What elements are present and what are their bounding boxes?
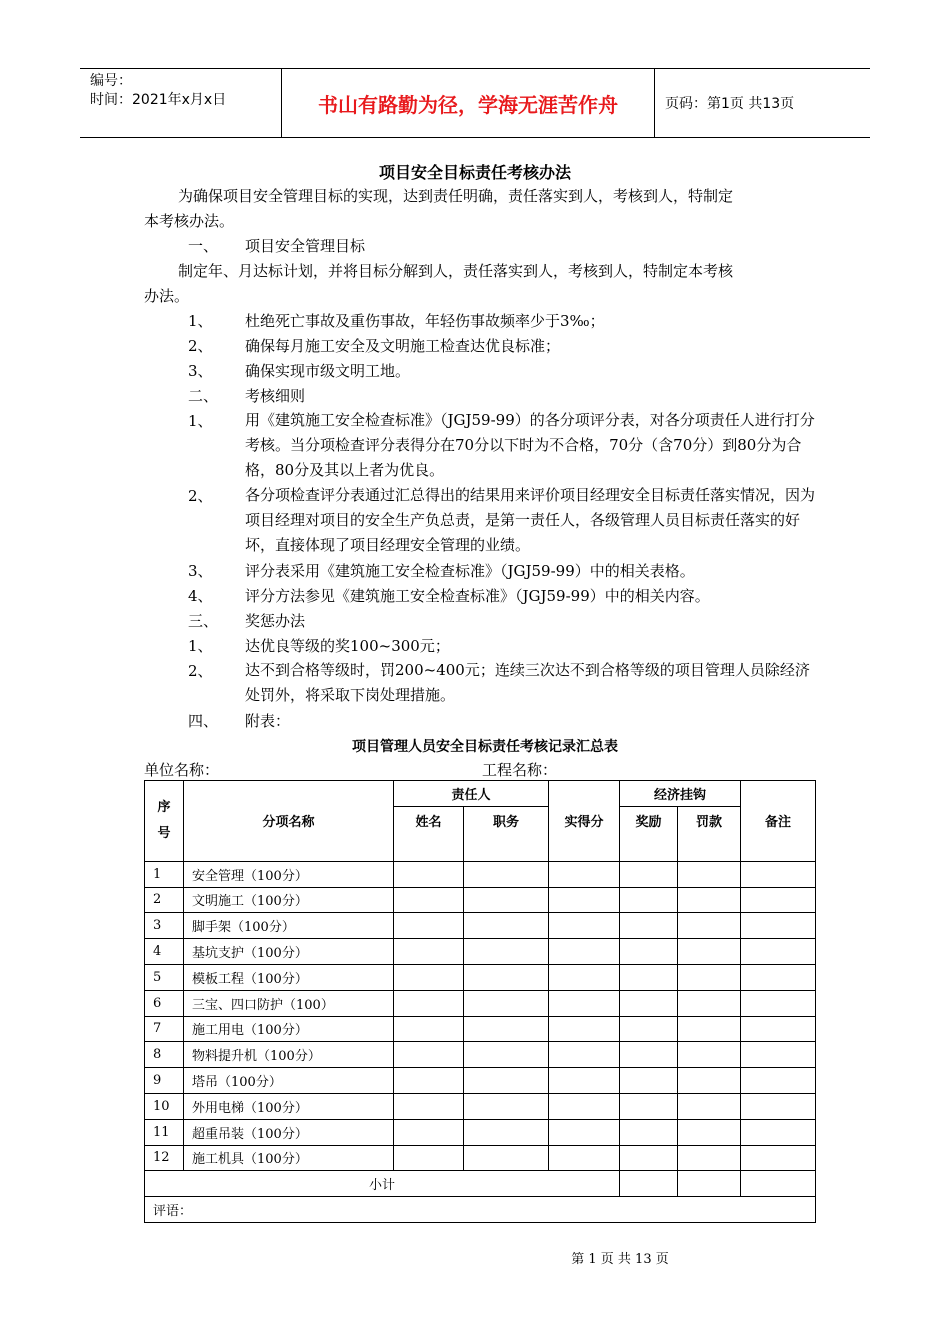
table-row	[145, 1042, 816, 1068]
table-cell	[464, 964, 549, 990]
row-number: 4	[145, 939, 184, 965]
table-cell	[620, 861, 678, 887]
list-number: 2、	[188, 337, 213, 355]
section-number: 三、	[188, 612, 219, 630]
list-item: 确保每月施工安全及文明施工检查达优良标准；	[245, 337, 561, 355]
row-item-name: 施工机具（100分）	[184, 1145, 394, 1171]
table-cell	[549, 1093, 620, 1119]
list-item: 评分方法参见《建筑施工安全检查标准》（JGJ59-99）中的相关内容。	[245, 587, 710, 605]
list-item: 确保实现市级文明工地。	[245, 362, 411, 380]
row-number: 8	[145, 1042, 184, 1068]
table-cell	[464, 1093, 549, 1119]
list-number: 4、	[188, 587, 213, 605]
row-item-name: 脚手架（100分）	[184, 913, 394, 939]
list-number: 3、	[188, 362, 213, 380]
list-number: 1、	[188, 412, 213, 430]
table-cell	[394, 1016, 464, 1042]
table-cell	[678, 939, 741, 965]
list-item: 达不到合格等级时，罚200~400元；连续三次达不到合格等级的项目管理人员除经济处罚外，将采取下岗处理措施。	[245, 661, 810, 704]
section-number: 四、	[188, 712, 219, 730]
table-cell	[620, 887, 678, 913]
table-cell	[678, 1016, 741, 1042]
table-cell	[741, 861, 816, 887]
table-cell	[741, 1068, 816, 1094]
table-cell	[464, 1068, 549, 1094]
table-cell	[741, 939, 816, 965]
table-cell	[464, 939, 549, 965]
table-cell	[678, 964, 741, 990]
header-meta	[90, 72, 226, 110]
row-item-name: 物料提升机（100分）	[184, 1042, 394, 1068]
table-cell	[394, 1119, 464, 1145]
section-title: 奖惩办法	[245, 612, 306, 630]
table-row	[145, 939, 816, 965]
list-item: 用《建筑施工安全检查标准》（JGJ59-99）的各分项评分表，对各分项责任人进行打分考核。当分项检查评分表得分在70分以下时为不合格，70分（含70分）到80分为合格，80分及其以上者为优良。	[245, 411, 815, 479]
table-cell	[678, 1042, 741, 1068]
table-cell	[678, 1068, 741, 1094]
table-cell	[741, 1042, 816, 1068]
table-cell	[549, 913, 620, 939]
intro-line: 为确保项目安全管理目标的实现，达到责任明确，责任落实到人，考核到人，特制定	[178, 187, 734, 205]
list-item: 评分表采用《建筑施工安全检查标准》（JGJ59-99）中的相关表格。	[245, 562, 695, 580]
subtotal-label: 小计	[145, 1171, 620, 1197]
table-cell	[464, 1119, 549, 1145]
row-item-name: 外用电梯（100分）	[184, 1093, 394, 1119]
table-cell	[678, 1171, 741, 1197]
table-row	[145, 1119, 816, 1145]
page-footer: 第 1 页 共 13 页	[571, 1252, 669, 1267]
table-cell	[678, 887, 741, 913]
header-remark: 备注	[741, 781, 816, 862]
row-item-name: 塔吊（100分）	[184, 1068, 394, 1094]
table-cell	[678, 1093, 741, 1119]
table-cell	[394, 1145, 464, 1171]
table-cell	[741, 1093, 816, 1119]
header-score: 实得分	[549, 781, 620, 862]
table-cell	[620, 1145, 678, 1171]
row-number: 10	[145, 1093, 184, 1119]
header-economic: 经济挂钩	[620, 781, 741, 807]
table-cell	[549, 1119, 620, 1145]
table-row	[145, 1093, 816, 1119]
table-row	[145, 964, 816, 990]
section-title: 考核细则	[245, 387, 306, 405]
table-row	[145, 913, 816, 939]
table-cell	[620, 964, 678, 990]
table-cell	[678, 1145, 741, 1171]
table-row	[145, 1145, 816, 1171]
table-cell	[620, 1171, 678, 1197]
table-cell	[678, 990, 741, 1016]
table-cell	[394, 913, 464, 939]
header-seq	[145, 781, 184, 862]
table-cell	[620, 1093, 678, 1119]
list-item: 杜绝死亡事故及重伤事故，年轻伤事故频率少于3‰；	[245, 312, 605, 330]
unit-name-label: 单位名称：	[144, 761, 220, 779]
table-cell	[464, 887, 549, 913]
table-cell	[394, 1068, 464, 1094]
table-title: 项目管理人员安全目标责任考核记录汇总表	[352, 739, 618, 755]
table-cell	[741, 1171, 816, 1197]
table-cell	[394, 1093, 464, 1119]
section-title: 项目安全管理目标	[245, 237, 366, 255]
table-cell	[464, 990, 549, 1016]
table-cell	[620, 913, 678, 939]
header-penalty: 罚款	[678, 806, 741, 861]
table-cell	[394, 939, 464, 965]
assessment-table	[144, 780, 816, 1223]
intro-line: 本考核办法。	[144, 212, 235, 230]
table-cell	[549, 1145, 620, 1171]
table-cell	[549, 861, 620, 887]
table-cell	[678, 913, 741, 939]
table-cell	[741, 913, 816, 939]
table-cell	[464, 1042, 549, 1068]
table-cell	[741, 1016, 816, 1042]
section-number: 二、	[188, 387, 219, 405]
row-number: 11	[145, 1119, 184, 1145]
table-cell	[394, 887, 464, 913]
table-cell	[620, 1016, 678, 1042]
table-cell	[549, 1042, 620, 1068]
row-item-name: 施工用电（100分）	[184, 1016, 394, 1042]
row-number: 5	[145, 964, 184, 990]
table-cell	[620, 1119, 678, 1145]
table-cell	[620, 990, 678, 1016]
table-cell	[678, 1119, 741, 1145]
table-cell	[741, 990, 816, 1016]
row-item-name: 超重吊装（100分）	[184, 1119, 394, 1145]
table-cell	[464, 1016, 549, 1042]
row-item-name: 三宝、四口防护（100）	[184, 990, 394, 1016]
table-cell	[620, 939, 678, 965]
section-paragraph: 办法。	[144, 287, 190, 305]
row-number: 6	[145, 990, 184, 1016]
row-number: 12	[145, 1145, 184, 1171]
row-number: 2	[145, 887, 184, 913]
list-number: 1、	[188, 312, 213, 330]
table-cell	[549, 964, 620, 990]
header-divider	[654, 69, 655, 137]
section-paragraph: 制定年、月达标计划，并将目标分解到人，责任落实到人，考核到人，特制定本考核	[178, 262, 734, 280]
section-number: 一、	[188, 237, 219, 255]
row-item-name: 文明施工（100分）	[184, 887, 394, 913]
doc-code-label: 编号：	[90, 73, 132, 89]
header-responsible: 责任人	[394, 781, 549, 807]
row-item-name: 基坑支护（100分）	[184, 939, 394, 965]
section-title: 附表：	[245, 712, 291, 730]
header-motto: 书山有路勤为径，学海无涯苦作舟	[318, 92, 618, 117]
table-cell	[620, 1068, 678, 1094]
header-position: 职务	[464, 806, 549, 861]
table-cell	[394, 964, 464, 990]
header-reward: 奖励	[620, 806, 678, 861]
document-title: 项目安全目标责任考核办法	[378, 163, 571, 182]
table-cell	[549, 939, 620, 965]
table-row	[145, 861, 816, 887]
list-number: 2、	[188, 662, 213, 680]
table-cell	[464, 861, 549, 887]
row-number: 3	[145, 913, 184, 939]
row-item-name: 模板工程（100分）	[184, 964, 394, 990]
doc-time: 时间：2021年x月x日	[90, 92, 227, 108]
row-number: 9	[145, 1068, 184, 1094]
list-number: 3、	[188, 562, 213, 580]
table-row	[145, 1068, 816, 1094]
table-cell	[678, 861, 741, 887]
table-cell	[394, 861, 464, 887]
table-row	[145, 1016, 816, 1042]
table-cell	[741, 1119, 816, 1145]
table-cell	[741, 887, 816, 913]
header-item: 分项名称	[184, 781, 394, 862]
table-row	[145, 887, 816, 913]
row-number: 1	[145, 861, 184, 887]
header-seq-text: 序号	[157, 799, 171, 841]
page-header	[80, 68, 870, 138]
row-number: 7	[145, 1016, 184, 1042]
table-cell	[549, 887, 620, 913]
table-cell	[620, 1042, 678, 1068]
table-cell	[394, 1042, 464, 1068]
list-number: 2、	[188, 487, 213, 505]
table-cell	[549, 1068, 620, 1094]
table-cell	[394, 990, 464, 1016]
table-cell	[549, 990, 620, 1016]
table-cell	[741, 964, 816, 990]
table-cell	[464, 913, 549, 939]
table-cell	[464, 1145, 549, 1171]
list-item: 达优良等级的奖100~300元；	[245, 637, 450, 655]
table-cell	[741, 1145, 816, 1171]
project-name-label: 工程名称：	[482, 761, 558, 779]
header-page-info: 页码：第1页 共13页	[665, 96, 795, 112]
comment-label: 评语：	[145, 1197, 816, 1223]
list-item: 各分项检查评分表通过汇总得出的结果用来评价项目经理安全目标责任落实情况，因为项目经理对项目的安全生产负总责，是第一责任人，各级管理人员目标责任落实的好坏，直接体现了项目经理安全管理的业绩。	[245, 486, 816, 554]
list-number: 1、	[188, 637, 213, 655]
table-row	[145, 990, 816, 1016]
header-name: 姓名	[394, 806, 464, 861]
row-item-name: 安全管理（100分）	[184, 861, 394, 887]
table-cell	[549, 1016, 620, 1042]
